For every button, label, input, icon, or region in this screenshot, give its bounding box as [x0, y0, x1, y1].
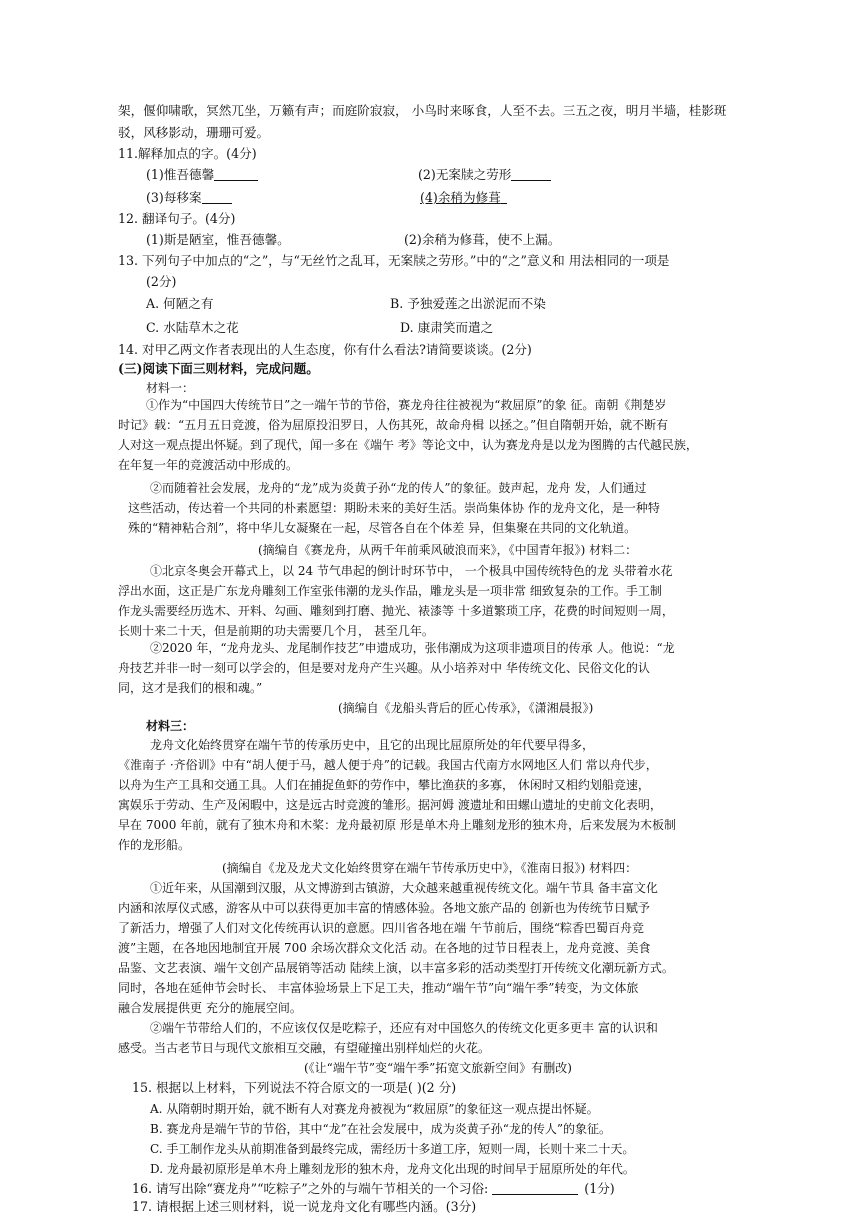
material-1-line: 在年复一年的竞渡活动中形成的。	[118, 458, 299, 472]
material-2-line: 浮出水面，这正是广东龙舟雕刻工作室张伟潮的龙头作品，雕龙头是一项非常 细致复杂的工作。手工制	[118, 584, 662, 598]
q13-option-b: B. 予独爱莲之出淤泥而不染	[390, 296, 546, 311]
q12-sentence-1: (1)斯是陋室，惟吾德馨。	[146, 232, 290, 247]
material-4-line: 同时，各地在延伸节会时长、 丰富体验场景上下足工夫，推动“端午节”向“端午季”转变，为文体旅	[118, 981, 639, 995]
material-1b-line: 这些活动，传达着一个共同的朴素愿望：期盼未来的美好生活。崇尚集体协 作的龙舟文化，是一种特	[128, 501, 660, 515]
answer-blank[interactable]	[214, 168, 258, 181]
material-2-line: 长则十来二十天，但是前期的功夫需要几个月， 甚至几年。	[118, 624, 434, 638]
q11-item-3	[146, 190, 232, 206]
material-1-line: ①作为“中国四大传统节日”之一端午节的节俗，赛龙舟往往被视为“救屈原”的象 征。南朝《荆楚岁	[146, 398, 667, 412]
q11-item-4-text: (4)余稍为修葺	[420, 190, 501, 205]
intro-line-2: 驳，风移影动，珊珊可爱。	[118, 125, 270, 140]
q11-item-4	[420, 190, 507, 206]
material-3-line: 龙舟文化始终贯穿在端午节的传承历史中，且它的出现比屈原所处的年代要早得多，	[150, 738, 595, 752]
material-3-line: 作的龙形船。	[118, 838, 191, 852]
material-4-line: 渡”主题，在各地因地制宜开展 700 余场次群众文化活 动。在各地的过节日程表上，龙舟竞渡、美食	[118, 941, 651, 955]
section3-title: (三)阅读下面三则材料，完成问题。	[118, 361, 319, 376]
q13-option-c: C. 水陆草木之花	[146, 320, 239, 335]
material-2b-line: 舟技艺并非一时一刻可以学会的，但是要对龙舟产生兴趣。从小培养对中 华传统文化、民俗文化的认	[118, 661, 650, 675]
answer-blank[interactable]	[511, 168, 551, 181]
material-4b-line: 感受。当古老节日与现代文旅相互交融，有望碰撞出别样灿烂的火花。	[118, 1041, 491, 1055]
q11-item-3-text: (3)每移案	[146, 190, 202, 205]
material-2b-line: 同，这才是我们的根和魂。”	[118, 681, 263, 695]
material-2-line: ①北京冬奥会开幕式上，以 24 节气串起的倒计时环节中， 一个极具中国传统特色的龙 头带着水花	[150, 564, 673, 578]
material-1-label: 材料一：	[146, 381, 195, 395]
q16-score: (1分)	[584, 1181, 615, 1196]
material-3-line: 寓娱乐于劳动、生产及闲暇中，这是远古时竞渡的雏形。据河姆 渡遗址和田螺山遗址的史前文化表明，	[118, 798, 662, 812]
q15-option-c: C. 手工制作龙头从前期准备到最终完成，需经历十多道工序，短则一周，长则十来二十天。	[150, 1142, 635, 1156]
q13-score: (2分)	[146, 274, 177, 289]
material-1-source: (摘编自《赛龙舟，从两千年前乘风破浪而来》，《中国青年报》) 材料二：	[258, 543, 638, 557]
q13-option-a: A. 何陋之有	[146, 296, 214, 311]
q13-title: 13. 下列句子中加点的“之”，与“无丝竹之乱耳，无案牍之劳形。”中的“之”意义和 用法相同的一项是	[118, 253, 670, 268]
q15-option-d: D. 龙舟最初原形是单木舟上雕刻龙形的独木舟，龙舟文化出现的时间早于屈原所处的年代。	[150, 1162, 635, 1176]
answer-blank[interactable]	[492, 1182, 578, 1195]
answer-blank[interactable]	[501, 191, 507, 204]
q14-text: 14. 对甲乙两文作者表现出的人生态度，你有什么看法?请简要谈谈。(2分)	[118, 342, 532, 357]
material-3-line: 以舟为生产工具和交通工具。人们在捕捉鱼虾的劳作中，攀比渔获的多寡， 休闲时又相约划船竞速，	[118, 778, 650, 792]
material-1-line: 人对这一观点提出怀疑。到了现代，闻一多在《端午 考》等论文中，认为赛龙舟是以龙为图腾的古代越民族，	[118, 438, 698, 452]
q15-option-a: A. 从隋朝时期开始，就不断有人对赛龙舟被视为“救屈原”的象征这一观点提出怀疑。	[150, 1102, 599, 1116]
material-4b-line: ②端午节带给人们的，不应该仅仅是吃粽子，还应有对中国悠久的传统文化更多更丰 富的认识和	[150, 1021, 658, 1035]
q11-item-2	[418, 167, 551, 183]
material-3-line: 早在 7000 年前，就有了独木舟和木桨：龙舟最初原 形是单木舟上雕刻龙形的独木舟，后来发展为木板制	[118, 818, 676, 832]
material-3-label: 材料三：	[146, 719, 195, 733]
material-4-line: ①近年来，从国潮到汉服，从文博游到古镇游，大众越来越重视传统文化。端午节具 备丰富文化	[150, 881, 658, 895]
q15-option-b: B. 赛龙舟是端午节的节俗，其中“龙”在社会发展中，成为炎黄子孙“龙的传人”的象征。	[150, 1122, 611, 1136]
answer-blank[interactable]	[202, 191, 232, 204]
q11-item-2-text: (2)无案牍之劳形	[418, 167, 512, 182]
q16-line	[132, 1181, 615, 1197]
material-1b-line: ②而随着社会发展，龙舟的“龙”成为炎黄子孙“龙的传人”的象征。鼓声起，龙舟 发，人们通过	[150, 481, 647, 495]
material-3-source: (摘编自《龙及龙犬文化始终贯穿在端午节传承历史中》，《淮南日报》) 材料四：	[222, 861, 638, 875]
material-4-line: 内涵和浓厚仪式感，游客从中可以获得更加丰富的情感体验。各地文旅产品的 创新也为传统节日赋予	[118, 901, 650, 915]
q11-title: 11.解释加点的字。(4分)	[118, 146, 257, 161]
material-4-line: 品鉴、文艺表演、端午文创产品展销等活动 陆续上演，以丰富多彩的活动类型打开传统文化潮玩新方式。	[118, 961, 674, 975]
material-3-line: 《淮南子 ·齐俗训》中有“胡人便于马，越人便于舟”的记载。我国古代南方水网地区人们 常以舟代步，	[118, 758, 658, 772]
material-2-source: (摘编自《龙船头背后的匠心传承》，《潇湘晨报》)	[338, 701, 594, 715]
material-2b-line: ②2020 年，“龙舟龙头、龙尾制作技艺”申遗成功，张伟潮成为这项非遗项目的传承 人。他说：“龙	[150, 641, 675, 655]
material-2-line: 作龙头需要经历选木、开料、勾画、雕刻到打磨、抛光、裱漆等 十多道繁琐工序，花费的时间短则一周，	[118, 604, 674, 618]
material-1-line: 时记》载：“五月五日竞渡，俗为屈原投汨罗日，人伤其死，故命舟楫 以拯之。”但自隋朝开始，就不断有	[118, 418, 669, 432]
q13-option-d: D. 康肃笑而遣之	[400, 320, 494, 335]
material-4-source: (《让“端午节”变“端午季”拓宽文旅新空间》有删改)	[304, 1061, 572, 1075]
intro-line-1: 架，偃仰啸歌，冥然兀坐，万籁有声；而庭阶寂寂， 小鸟时来啄食，人至不去。三五之夜，明月半墙，桂影斑	[118, 103, 727, 118]
q11-item-1	[146, 167, 258, 183]
q15-title: 15. 根据以上材料，下列说法不符合原文的一项是( )(2 分)	[132, 1080, 457, 1095]
q12-title: 12. 翻译句子。(4分)	[118, 211, 236, 226]
material-4-line: 了新活力，增强了人们对文化传统再认识的意愿。四川省各地在端 午节前后，围绕“粽香巴蜀百舟竞	[118, 921, 644, 935]
q17-text: 17. 请根据上述三则材料，说一说龙舟文化有哪些内涵。(3分)	[132, 1199, 477, 1214]
q16-text: 16. 请写出除“赛龙舟”“吃粽子”之外的与端午节相关的一个习俗:	[132, 1181, 489, 1196]
material-4-line: 融合发展提供更 充分的施展空间。	[118, 1001, 302, 1015]
q11-item-1-text: (1)惟吾德馨	[146, 167, 215, 182]
material-1b-line: 殊的“精神粘合剂”，将中华儿女凝聚在一起，尽管各自在个体差 异，但集聚在共同的文化轨道。	[128, 521, 637, 535]
q12-sentence-2: (2)余稍为修葺，使不上漏。	[404, 232, 561, 247]
